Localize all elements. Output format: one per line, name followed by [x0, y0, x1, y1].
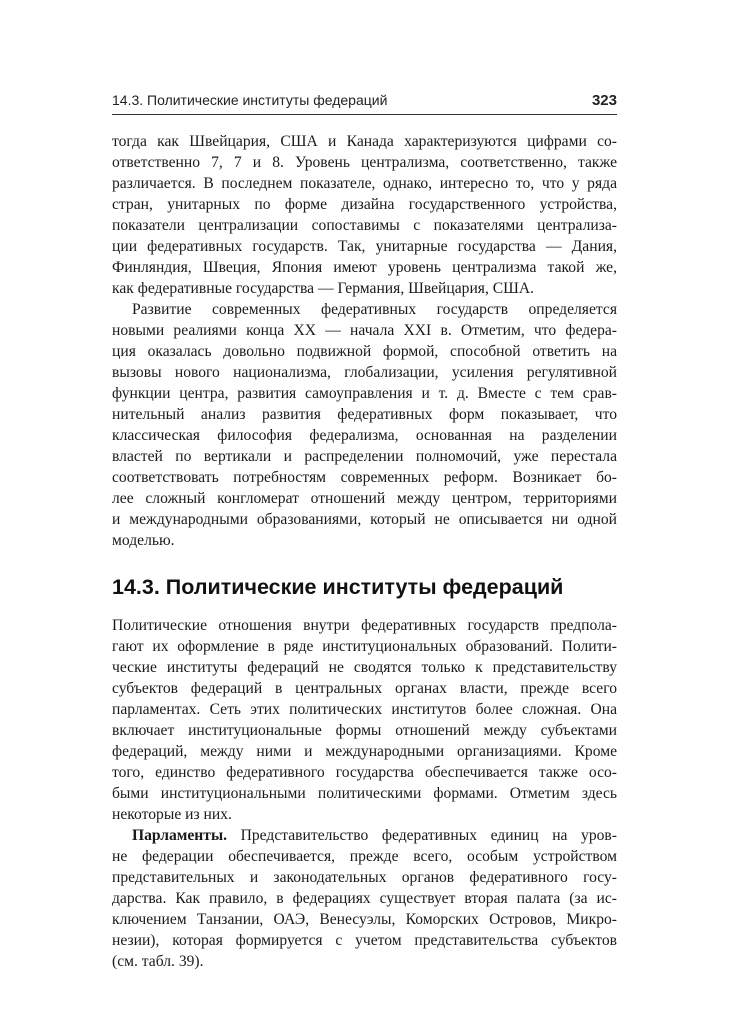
text-line: ответственно 7, 7 и 8. Уровень централизма, соответственно, также — [112, 154, 617, 171]
text-line: субъектов федераций в центральных органах власти, прежде всего — [112, 680, 617, 697]
text-line: дарства. Как правило, в федерациях существует вторая палата (за ис- — [112, 890, 617, 907]
text-line: ция оказалась довольно подвижной формой, способной ответить на — [112, 343, 617, 360]
text-line: классическая философия федерализма, основанная на разделении — [112, 427, 617, 444]
text-line: парламентах. Сеть этих политических институтов более сложная. Она — [112, 701, 617, 718]
section-heading: 14.3. Политические институты федераций — [112, 575, 564, 599]
text-line: моделью. — [112, 532, 175, 549]
page-number: 323 — [591, 92, 617, 109]
text-line: властей по вертикали и распределении полномочий, уже перестала — [112, 448, 617, 465]
text-line: представительных и законодательных органов федеративного госу- — [112, 869, 617, 886]
text-line: Развитие современных федеративных государств определяется — [132, 301, 617, 318]
text-line: некоторые из них. — [112, 806, 232, 823]
text-line: включает институциональные формы отношений между субъектами — [112, 722, 617, 739]
text-line: соответствовать потребностям современных реформ. Возникает бо- — [112, 469, 617, 486]
text-line: быми институциональными политическими формами. Отметим здесь — [112, 785, 617, 802]
text-line: Финляндия, Швеция, Япония имеют уровень централизма такой же, — [112, 259, 617, 276]
text-line: новыми реалиями конца XX — начала XXI в. Отметим, что федера- — [112, 322, 617, 339]
run-in-heading: Парламенты. — [132, 827, 228, 844]
text-line: нительный анализ развития федеративных форм показывает, что — [112, 406, 617, 423]
text-line: Политические отношения внутри федеративных государств предпола- — [112, 617, 617, 634]
text-line: ческие институты федераций не сводятся только к представительству — [112, 659, 617, 676]
text-line: лее сложный конгломерат отношений между центром, территориями — [112, 490, 617, 507]
text-line: стран, унитарных по форме дизайна государственного устройства, — [112, 196, 617, 213]
text-line: тогда как Швейцария, США и Канада характеризуются цифрами со- — [112, 133, 617, 150]
header-rule — [112, 114, 617, 115]
text-line: как федеративные государства — Германия, Швейцария, США. — [112, 280, 535, 297]
text-line: показатели централизации сопоставимы с показателями централиза- — [112, 217, 617, 234]
text-line: и международными образованиями, который не описывается ни одной — [112, 511, 617, 528]
text-line: незии), которая формируется с учетом представительства субъектов — [112, 932, 617, 949]
text-line: (см. табл. 39). — [112, 953, 204, 970]
running-header — [112, 92, 617, 109]
text-line: ции федеративных государств. Так, унитарные государства — Дания, — [112, 238, 617, 255]
text-run: Представительство федеративных единиц на уров- — [227, 827, 617, 844]
text-line: различается. В последнем показателе, однако, интересно то, что у ряда — [112, 175, 617, 192]
page-body — [112, 131, 617, 972]
text-line: федераций, между ними и международными организациями. Кроме — [112, 743, 617, 760]
text-line: вызовы нового национализма, глобализации, усиления регулятивной — [112, 364, 617, 381]
text-line: функции центра, развития самоуправления и т. д. Вместе с тем срав- — [112, 385, 617, 402]
text-line: того, единство федеративного государства обеспечивается также осо- — [112, 764, 617, 781]
paragraph-3 — [112, 615, 617, 825]
text-line — [112, 825, 617, 846]
paragraph-1 — [112, 131, 617, 299]
text-line: не федерации обеспечивается, прежде всего, особым устройством — [112, 848, 617, 865]
running-header-title: 14.3. Политические институты федераций — [112, 92, 388, 108]
text-line: ключением Танзании, ОАЭ, Венесуэлы, Коморских Островов, Микро- — [112, 911, 617, 928]
paragraph-2 — [112, 299, 617, 551]
paragraph-4 — [112, 825, 617, 972]
text-line: гают их оформление в ряде институциональных образований. Полити- — [112, 638, 617, 655]
